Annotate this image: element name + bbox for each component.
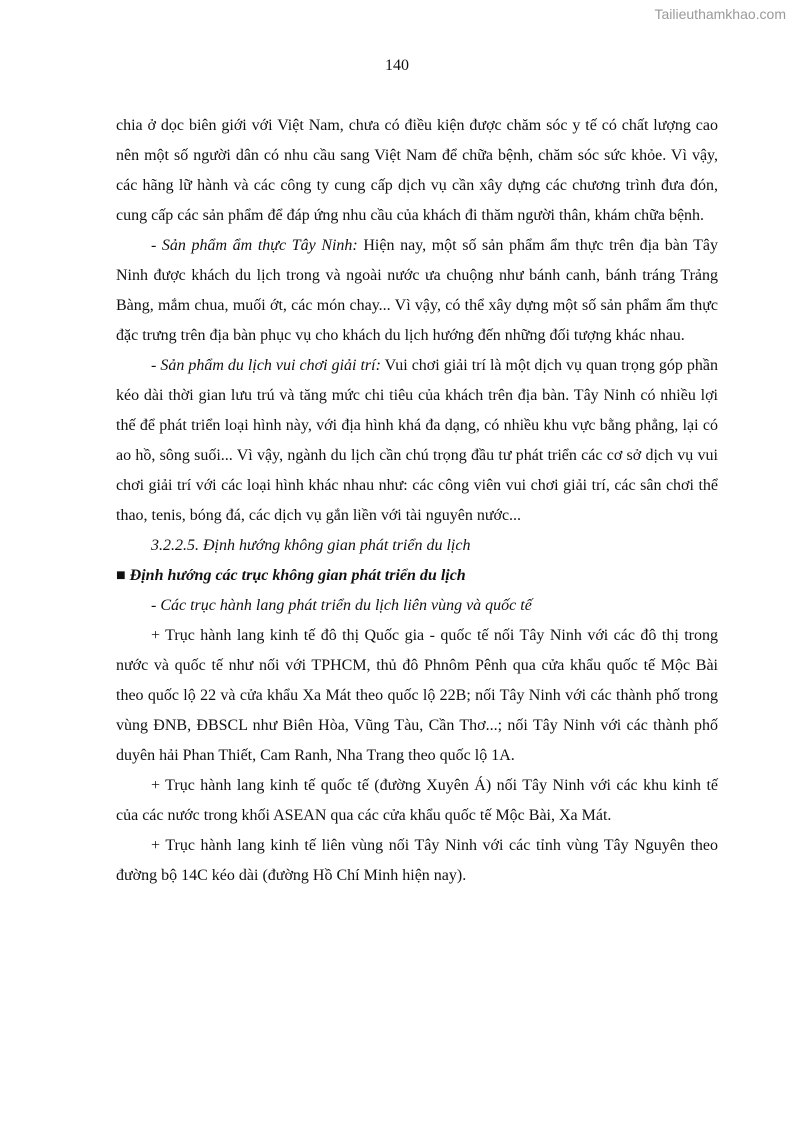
document-body: [116, 111, 718, 891]
watermark: Tailieuthamkhao.com: [654, 6, 786, 22]
cuisine-text: Hiện nay, một số sản phẩm ẩm thực trên địa bàn Tây Ninh được khách du lịch trong và ngoài nước ưa chuộng như bánh canh, bánh tráng Trảng Bàng, mắm chua, muối ớt, các món chay... Vì vậy, có thể xây dựng một số sản phẩm ẩm thực đặc trưng trên địa bàn phục vụ cho khách du lịch hướng đến những đối tượng khác nhau.: [116, 237, 719, 344]
bold-heading: [116, 561, 718, 591]
square-bullet-icon: ■: [116, 567, 126, 584]
paragraph-national-corridor: + Trục hành lang kinh tế đô thị Quốc gia - quốc tế nối Tây Ninh với các đô thị trong nước và quốc tế như nối với TPHCM, thủ đô Phnôm Pênh qua cửa khẩu quốc tế Mộc Bài theo quốc lộ 22 và cửa khẩu Xa Mát theo quốc lộ 22B; nối Tây Ninh với các thành phố trong vùng ĐNB, ĐBSCL như Biên Hòa, Vũng Tàu, Cần Thơ...; nối Tây Ninh với các thành phố duyên hải Phan Thiết, Cam Ranh, Nha Trang theo quốc lộ 1A.: [116, 627, 718, 764]
bold-heading-text: Định hướng các trục không gian phát triển du lịch: [129, 567, 466, 584]
paragraph-entertainment: [116, 351, 718, 531]
cuisine-label: - Sản phẩm ẩm thực Tây Ninh:: [151, 237, 358, 254]
entertainment-label: - Sản phẩm du lịch vui chơi giải trí:: [151, 357, 381, 374]
sub-heading: - Các trục hành lang phát triển du lịch liên vùng và quốc tế: [151, 597, 532, 614]
entertainment-text: Vui chơi giải trí là một dịch vụ quan trọng góp phần kéo dài thời gian lưu trú và tăng mức chi tiêu của khách trên địa bàn. Tây Ninh có nhiều lợi thế để phát triển loại hình này, với địa hình khá đa dạng, có nhiều khu vực bằng phẳng, lại có ao hồ, sông suối... Vì vậy, ngành du lịch cần chú trọng đầu tư phát triển các cơ sở dịch vụ vui chơi giải trí với các loại hình khác nhau như: các công viên vui chơi giải trí, các sân chơi thể thao, tenis, bóng đá, các dịch vụ gắn liền với tài nguyên nước...: [116, 357, 718, 524]
paragraph-cuisine: [116, 231, 718, 351]
paragraph-interregional-corridor: + Trục hành lang kinh tế liên vùng nối Tây Ninh với các tỉnh vùng Tây Nguyên theo đường bộ 14C kéo dài (đường Hồ Chí Minh hiện nay).: [116, 837, 718, 884]
page-number: 140: [385, 57, 409, 74]
section-heading: 3.2.2.5. Định hướng không gian phát triển du lịch: [151, 537, 471, 554]
paragraph-health-care: chia ở dọc biên giới với Việt Nam, chưa có điều kiện được chăm sóc y tế có chất lượng cao nên một số người dân có nhu cầu sang Việt Nam để chữa bệnh, chăm sóc sức khỏe. Vì vậy, các hãng lữ hành và các công ty cung cấp dịch vụ cần xây dựng các chương trình đưa đón, cung cấp các sản phẩm để đáp ứng nhu cầu của khách đi thăm người thân, khám chữa bệnh.: [116, 117, 718, 224]
paragraph-international-corridor: + Trục hành lang kinh tế quốc tế (đường Xuyên Á) nối Tây Ninh với các khu kinh tế của các nước trong khối ASEAN qua các cửa khẩu quốc tế Mộc Bài, Xa Mát.: [116, 777, 718, 824]
